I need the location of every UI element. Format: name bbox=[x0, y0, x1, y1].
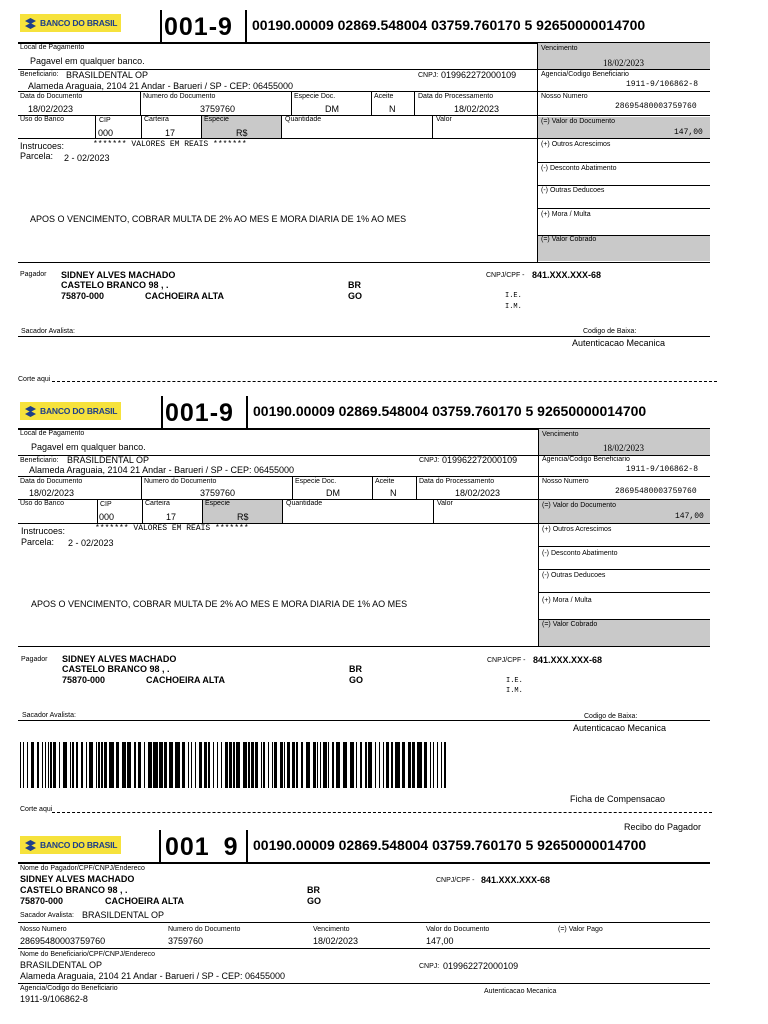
cnpj-value: 019962272000109 bbox=[443, 961, 519, 971]
numero-documento-label: Numero do Documento bbox=[144, 478, 217, 485]
instrucoes-label: Instrucoes: bbox=[20, 141, 65, 151]
valor-documento-label: Valor do Documento bbox=[426, 926, 490, 933]
especie-doc-value: DM bbox=[326, 488, 340, 498]
pagador-pais: BR bbox=[348, 280, 361, 290]
codigo-baixa-label: Codigo de Baixa: bbox=[584, 713, 638, 720]
valor-documento-value: 147,00 bbox=[674, 128, 703, 137]
local-pagamento-label: Local de Pagamento bbox=[20, 430, 85, 437]
cip-value: 000 bbox=[98, 128, 114, 138]
bank-logo bbox=[20, 402, 121, 420]
cnpj-value: 019962272000109 bbox=[442, 455, 518, 465]
vencimento-label: Vencimento bbox=[313, 926, 350, 933]
carteira-label: Carteira bbox=[144, 116, 169, 123]
quantidade-label: Quantidade bbox=[286, 500, 323, 507]
beneficiario-value: BRASILDENTAL OP bbox=[20, 960, 103, 970]
pagador-cpf: 841.XXX.XXX-68 bbox=[481, 875, 551, 885]
pagador-endereco: CASTELO BRANCO 98 , . bbox=[61, 280, 169, 290]
autenticacao-label: Autenticacao Mecanica bbox=[484, 988, 557, 995]
cnpj-label: CNPJ: bbox=[419, 963, 440, 970]
nosso-numero-label: Nosso Numero bbox=[541, 93, 588, 100]
beneficiario-endereco: Alameda Araguaia, 2104 21 Andar - Barueri / SP - CEP: 06455000 bbox=[20, 971, 286, 981]
codigo-baixa-label: Codigo de Baixa: bbox=[583, 328, 637, 335]
sacador-avalista-value: BRASILDENTAL OP bbox=[82, 910, 165, 920]
mora-label: (+) Mora / Multa bbox=[541, 211, 591, 218]
agencia-codigo-value: 1911-9/106862-8 bbox=[20, 994, 88, 1004]
vencimento-value: 18/02/2023 bbox=[313, 936, 359, 946]
bank-logo bbox=[20, 14, 121, 32]
sacador-avalista-label: Sacador Avalista: bbox=[22, 712, 76, 719]
bank-code: 001-9 bbox=[165, 399, 234, 427]
im-label: I.M. bbox=[505, 303, 522, 311]
valor-documento-label: (=) Valor do Documento bbox=[542, 502, 616, 509]
parcela-label: Parcela: bbox=[21, 537, 55, 547]
pagador-cidade: CACHOEIRA ALTA bbox=[145, 291, 224, 301]
nome-beneficiario-label: Nome do Beneficiario/CPF/CNPJ/Endereco bbox=[20, 951, 156, 958]
uso-banco-label: Uso do Banco bbox=[20, 116, 64, 123]
beneficiario-value: BRASILDENTAL OP bbox=[66, 70, 149, 80]
valor-documento-value: 147,00 bbox=[675, 512, 704, 521]
ficha-compensacao-label: Ficha de Compensacao bbox=[570, 794, 666, 804]
autenticacao-label: Autenticacao Mecanica bbox=[573, 723, 667, 733]
vencimento-label: Vencimento bbox=[541, 45, 578, 52]
especie-doc-label: Especie Doc. bbox=[295, 478, 337, 485]
numero-documento-label: Numero do Documento bbox=[168, 926, 241, 933]
pagador-endereco: CASTELO BRANCO 98 , . bbox=[62, 664, 170, 674]
cnpj-value: 019962272000109 bbox=[441, 70, 517, 80]
im-label: I.M. bbox=[506, 687, 523, 695]
desconto-label: (-) Desconto Abatimento bbox=[542, 550, 618, 557]
especie-label: Especie bbox=[205, 500, 230, 507]
outras-deducoes-label: (-) Outras Deducoes bbox=[541, 187, 605, 194]
outros-acrescimos-label: (+) Outros Acrescimos bbox=[542, 526, 612, 533]
carteira-label: Carteira bbox=[145, 500, 170, 507]
nosso-numero-value: 28695480003759760 bbox=[20, 936, 106, 946]
ie-label: I.E. bbox=[505, 292, 522, 300]
data-processamento-label: Data do Processamento bbox=[419, 478, 495, 485]
especie-value: R$ bbox=[236, 128, 248, 138]
barcode bbox=[20, 742, 450, 788]
pagador-nome: SIDNEY ALVES MACHADO bbox=[20, 874, 135, 884]
pagador-label: Pagador bbox=[20, 271, 47, 278]
desconto-label: (-) Desconto Abatimento bbox=[541, 165, 617, 172]
pagador-uf: GO bbox=[349, 675, 364, 685]
digitable-line: 00190.00009 02869.548004 03759.760170 5 92650000014700 bbox=[252, 17, 646, 33]
nosso-numero-value: 28695480003759760 bbox=[615, 102, 697, 111]
valor-label: Valor bbox=[437, 500, 453, 507]
carteira-value: 17 bbox=[165, 128, 176, 138]
parcela-value: 2 - 02/2023 bbox=[64, 153, 110, 163]
valor-cobrado-label: (=) Valor Cobrado bbox=[541, 236, 597, 243]
especie-doc-label: Especie Doc. bbox=[294, 93, 336, 100]
autenticacao-label: Autenticacao Mecanica bbox=[572, 338, 666, 348]
agencia-codigo-value: 1911-9/106862-8 bbox=[626, 465, 699, 474]
digitable-line: 00190.00009 02869.548004 03759.760170 5 92650000014700 bbox=[253, 403, 647, 419]
bank-logo-icon bbox=[24, 839, 37, 852]
pagador-nome: SIDNEY ALVES MACHADO bbox=[62, 654, 177, 664]
aceite-value: N bbox=[390, 488, 397, 498]
numero-documento-value: 3759760 bbox=[200, 104, 236, 114]
cip-label: CIP bbox=[99, 117, 111, 124]
sacador-avalista-label: Sacador Avalista: bbox=[20, 912, 74, 919]
pagador-cep: 75870-000 bbox=[61, 291, 105, 301]
data-processamento-value: 18/02/2023 bbox=[455, 488, 501, 498]
pagador-cpf: 841.XXX.XXX-68 bbox=[533, 655, 603, 665]
pagador-pais: BR bbox=[349, 664, 362, 674]
especie-label: Especie bbox=[204, 116, 229, 123]
recibo-pagador-label: Recibo do Pagador bbox=[624, 822, 702, 832]
bank-code: 001-9 bbox=[164, 13, 233, 41]
pagador-uf: GO bbox=[307, 896, 322, 906]
data-documento-value: 18/02/2023 bbox=[29, 488, 75, 498]
nosso-numero-label: Nosso Numero bbox=[542, 478, 589, 485]
data-documento-label: Data do Documento bbox=[20, 93, 83, 100]
aceite-value: N bbox=[389, 104, 396, 114]
corte-aqui-label: Corte aqui bbox=[20, 806, 53, 813]
numero-documento-value: 3759760 bbox=[200, 488, 236, 498]
cnpj-label: CNPJ: bbox=[418, 72, 439, 79]
aceite-label: Aceite bbox=[374, 93, 394, 100]
numero-documento-label: Numero do Documento bbox=[143, 93, 216, 100]
pagador-cep: 75870-000 bbox=[62, 675, 106, 685]
vencimento-label: Vencimento bbox=[542, 431, 579, 438]
bank-logo bbox=[20, 836, 121, 854]
valor-label: Valor bbox=[436, 116, 452, 123]
data-documento-value: 18/02/2023 bbox=[28, 104, 74, 114]
pagador-cpf: 841.XXX.XXX-68 bbox=[532, 270, 602, 280]
agencia-codigo-label: Agencia/Codigo do Beneficiario bbox=[20, 985, 118, 992]
pagador-nome: SIDNEY ALVES MACHADO bbox=[61, 270, 176, 280]
instrucao-text: APOS O VENCIMENTO, COBRAR MULTA DE 2% AO MES E MORA DIARIA DE 1% AO MES bbox=[30, 214, 407, 224]
quantidade-label: Quantidade bbox=[285, 116, 322, 123]
pagador-label: Pagador bbox=[21, 656, 48, 663]
beneficiario-value: BRASILDENTAL OP bbox=[67, 455, 150, 465]
cnpj-cpf-label: CNPJ/CPF - bbox=[486, 272, 525, 279]
cnpj-cpf-label: CNPJ/CPF - bbox=[436, 877, 475, 884]
cip-label: CIP bbox=[100, 501, 112, 508]
vencimento-value: 18/02/2023 bbox=[603, 443, 645, 453]
agencia-codigo-value: 1911-9/106862-8 bbox=[626, 80, 699, 89]
pagador-uf: GO bbox=[348, 291, 363, 301]
valores-reais-text: ******* VALORES EM REAIS ******* bbox=[93, 140, 247, 149]
especie-doc-value: DM bbox=[325, 104, 339, 114]
valor-cobrado-label: (=) Valor Cobrado bbox=[542, 621, 598, 628]
instrucao-text: APOS O VENCIMENTO, COBRAR MULTA DE 2% AO MES E MORA DIARIA DE 1% AO MES bbox=[31, 599, 408, 609]
pagador-cidade: CACHOEIRA ALTA bbox=[105, 896, 184, 906]
pagador-cidade: CACHOEIRA ALTA bbox=[146, 675, 225, 685]
valor-documento-label: (=) Valor do Documento bbox=[541, 118, 615, 125]
digitable-line: 00190.00009 02869.548004 03759.760170 5 92650000014700 bbox=[253, 837, 647, 853]
valores-reais-text: ******* VALORES EM REAIS ******* bbox=[95, 524, 249, 533]
pagador-endereco: CASTELO BRANCO 98 , . bbox=[20, 885, 128, 895]
uso-banco-label: Uso do Banco bbox=[20, 500, 64, 507]
corte-aqui-label: Corte aqui bbox=[18, 376, 51, 383]
agencia-codigo-label: Agencia/Codigo Beneficiario bbox=[542, 456, 630, 463]
beneficiario-label: Beneficiario: bbox=[20, 457, 59, 464]
local-pagamento-label: Local de Pagamento bbox=[20, 44, 85, 51]
outros-acrescimos-label: (+) Outros Acrescimos bbox=[541, 141, 611, 148]
cnpj-label: CNPJ: bbox=[419, 457, 440, 464]
bank-logo-text: BANCO DO BRASIL bbox=[40, 406, 118, 416]
pagador-pais: BR bbox=[307, 885, 320, 895]
aceite-label: Aceite bbox=[375, 478, 395, 485]
data-processamento-label: Data do Processamento bbox=[418, 93, 494, 100]
beneficiario-endereco: Alameda Araguaia, 2104 21 Andar - Barueri / SP - CEP: 06455000 bbox=[29, 465, 295, 475]
local-pagamento-value: Pagavel em qualquer banco. bbox=[31, 442, 146, 452]
ie-label: I.E. bbox=[506, 677, 523, 685]
beneficiario-endereco: Alameda Araguaia, 2104 21 Andar - Barueri / SP - CEP: 06455000 bbox=[28, 81, 294, 91]
bank-logo-icon bbox=[24, 17, 37, 30]
agencia-codigo-label: Agencia/Codigo Beneficiario bbox=[541, 71, 629, 78]
cnpj-cpf-label: CNPJ/CPF - bbox=[487, 657, 526, 664]
nosso-numero-value: 28695480003759760 bbox=[615, 487, 697, 496]
numero-documento-value: 3759760 bbox=[168, 936, 204, 946]
nome-pagador-label: Nome do Pagador/CPF/CNPJ/Endereco bbox=[20, 865, 145, 872]
pagador-cep: 75870-000 bbox=[20, 896, 64, 906]
instrucoes-label: Instrucoes: bbox=[21, 526, 66, 536]
bank-logo-text: BANCO DO BRASIL bbox=[40, 840, 118, 850]
outras-deducoes-label: (-) Outras Deducoes bbox=[542, 572, 606, 579]
bank-logo-icon bbox=[24, 405, 37, 418]
carteira-value: 17 bbox=[166, 512, 177, 522]
bank-code-receipt: 001 9 bbox=[165, 833, 239, 861]
valor-pago-label: (=) Valor Pago bbox=[558, 926, 603, 933]
bank-logo-text: BANCO DO BRASIL bbox=[40, 18, 118, 28]
sacador-avalista-label: Sacador Avalista: bbox=[21, 328, 75, 335]
valor-documento-value: 147,00 bbox=[426, 936, 454, 946]
nosso-numero-label: Nosso Numero bbox=[20, 926, 67, 933]
beneficiario-label: Beneficiario: bbox=[20, 71, 59, 78]
especie-value: R$ bbox=[237, 512, 249, 522]
parcela-label: Parcela: bbox=[20, 151, 54, 161]
data-documento-label: Data do Documento bbox=[20, 478, 83, 485]
local-pagamento-value: Pagavel em qualquer banco. bbox=[30, 56, 145, 66]
data-processamento-value: 18/02/2023 bbox=[454, 104, 500, 114]
vencimento-value: 18/02/2023 bbox=[603, 58, 645, 68]
mora-label: (+) Mora / Multa bbox=[542, 597, 592, 604]
cip-value: 000 bbox=[99, 512, 115, 522]
parcela-value: 2 - 02/2023 bbox=[68, 538, 114, 548]
